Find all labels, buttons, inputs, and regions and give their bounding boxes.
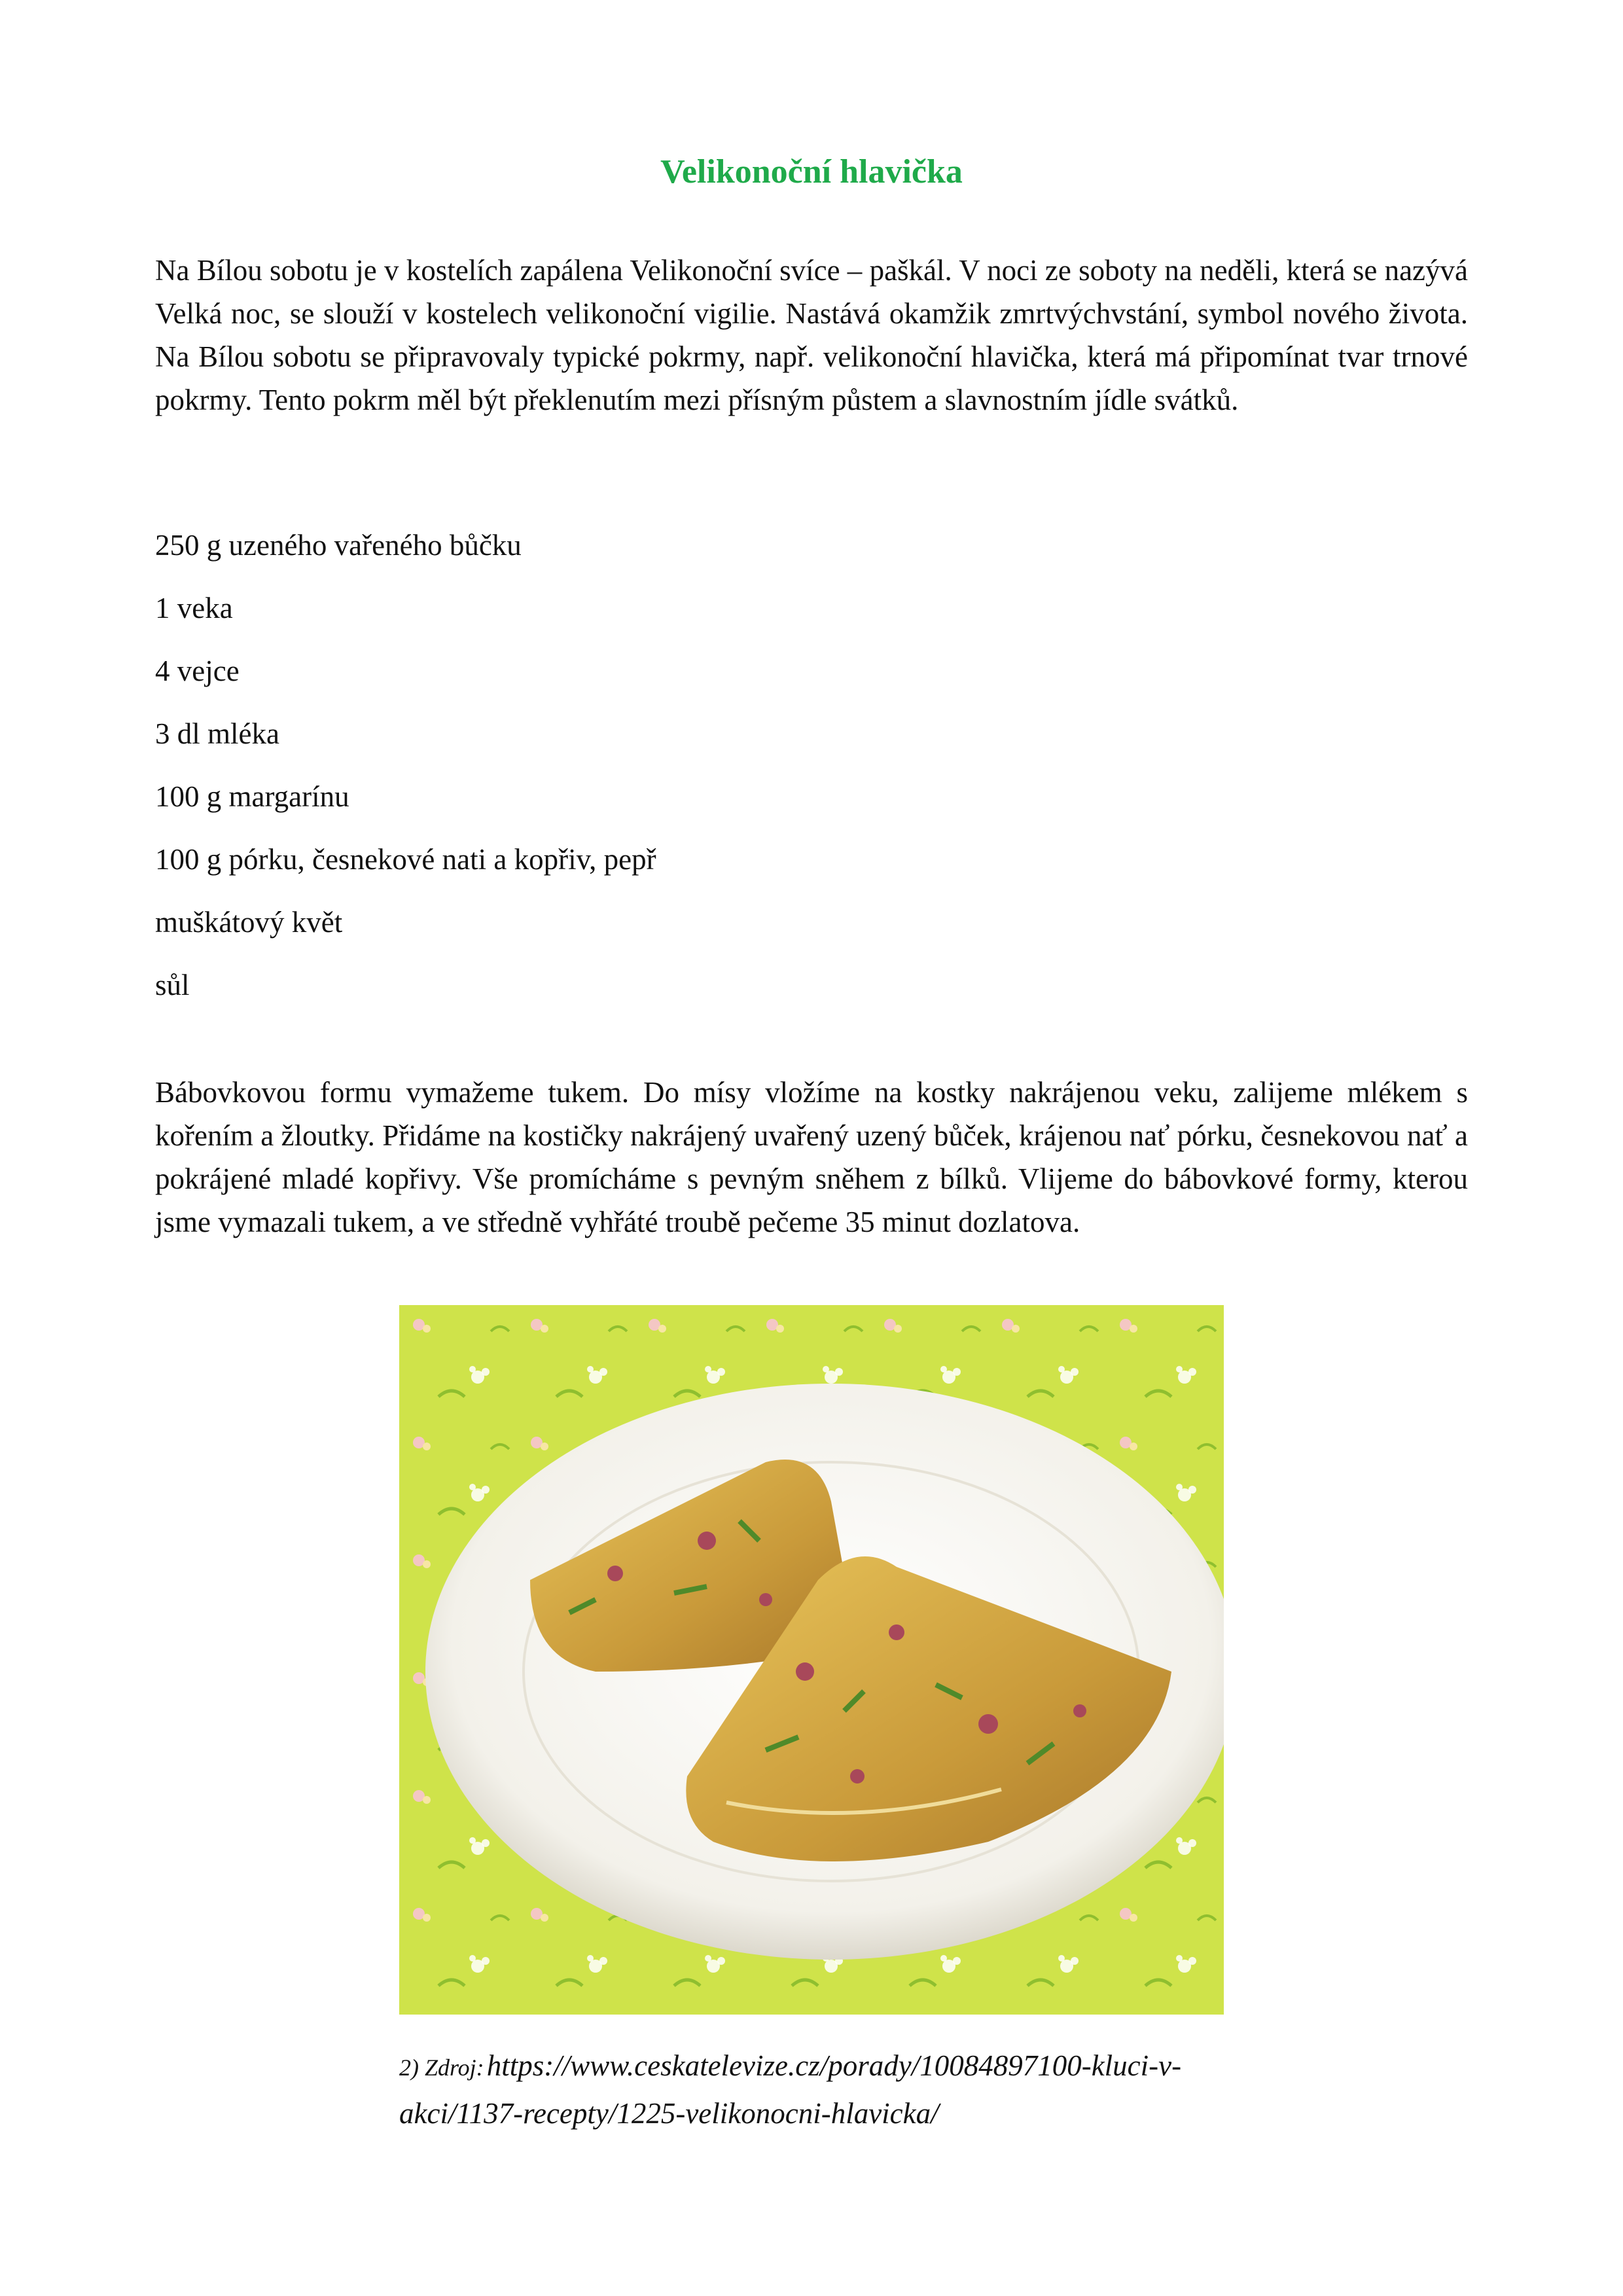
- ingredient-list: [155, 524, 656, 1026]
- ingredient-item: 250 g uzeného vařeného bůčku: [155, 529, 522, 562]
- ingredient-item: 4 vejce: [155, 655, 240, 687]
- ingredient-item: muškátový květ: [155, 906, 343, 939]
- ingredient-item: 100 g pórku, česnekové nati a kopřiv, pepř: [155, 843, 656, 876]
- ingredient-item: sůl: [155, 969, 190, 1001]
- source-url: https://www.ceskatelevize.cz/porady/10084897100-kluci-v-akci/1137-recepty/1225-velikonocni-hlavicka/: [399, 2049, 1182, 2130]
- dish-photo: [399, 1305, 1224, 2015]
- source-label: 2) Zdroj:: [399, 2054, 484, 2081]
- ingredient-item: 1 veka: [155, 592, 233, 624]
- ingredient-item: 3 dl mléka: [155, 717, 279, 750]
- instructions-paragraph: Bábovkovou formu vymažeme tukem. Do mísy vložíme na kostky nakrájenou veku, zalijeme mlékem s kořením a žloutky. Přidáme na kostičky nakrájený uvařený uzený bůček, krájenou nať pórku, česnekovou nať a pokrájené mladé kopřivy. Vše promícháme s pevným sněhem z bílků. Vlijeme do bábovkové formy, kterou jsme vymazali tukem, a ve středně vyhřáté troubě pečeme 35 minut dozlatova.: [155, 1076, 1468, 1238]
- ingredient-item: 100 g margarínu: [155, 780, 349, 813]
- intro-paragraph: Na Bílou sobotu je v kostelích zapálena Velikonoční svíce – paškál. V noci ze soboty na neděli, která se nazývá Velká noc, se slouží v kostelech velikonoční vigilie. Nastává okamžik zmrtvýchvstání, symbol nového života. Na Bílou sobotu se připravovaly typické pokrmy, např. velikonoční hlavička, která má připomínat tvar trnové pokrmy. Tento pokrm měl být překlenutím mezi přísným půstem a slavnostním jídle svátků.: [155, 254, 1468, 416]
- page-title: Velikonoční hlavička: [660, 153, 963, 190]
- source-citation: [399, 2045, 1250, 2141]
